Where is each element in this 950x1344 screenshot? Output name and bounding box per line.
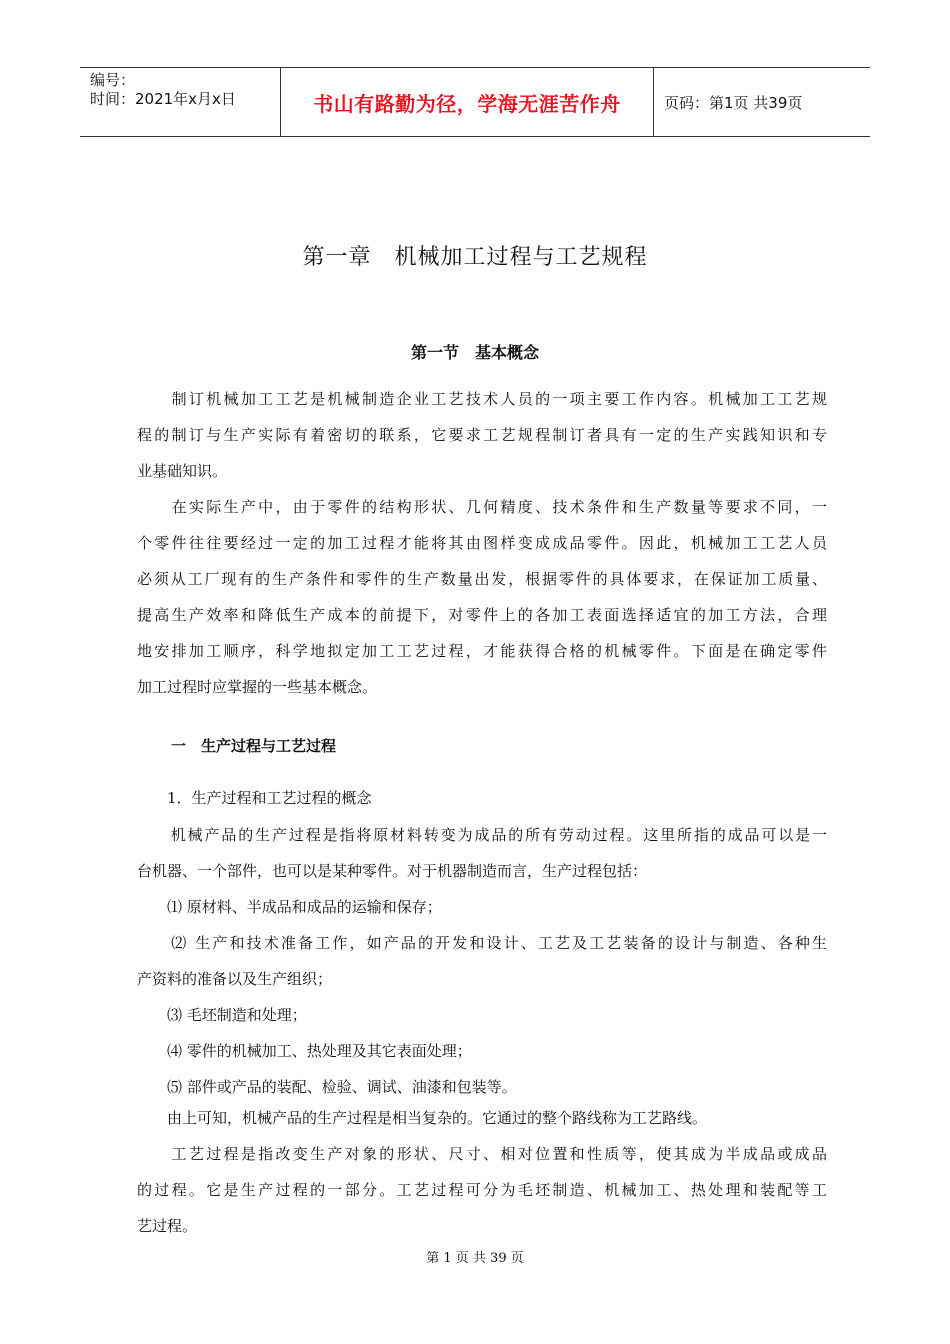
time-label: 时间：2021年x月x日 [90, 90, 236, 108]
p5-line: 的过程。它是生产过程的一部分。工艺过程可分为毛坯制造、机械加工、热处理和装配等工 [137, 1181, 827, 1199]
header-left-cell [80, 68, 281, 136]
header-motto-cell [281, 68, 654, 136]
list-item: ⑶ 毛坯制造和处理； [137, 1006, 307, 1024]
p2-line: 必须从工厂现有的生产条件和零件的生产数量出发，根据零件的具体要求，在保证加工质量、 [137, 570, 827, 588]
subheading-line: 1．生产过程和工艺过程的概念 [137, 789, 372, 807]
p1-line: 业基础知识。 [137, 462, 228, 480]
paragraph-5 [137, 1136, 827, 1244]
p5-line: 艺过程。 [137, 1217, 198, 1235]
paragraph-4 [137, 1100, 827, 1136]
paragraph-3 [137, 817, 827, 889]
list-item: ⑷ 零件的机械加工、热处理及其它表面处理； [137, 1042, 472, 1060]
p3-line: 机械产品的生产过程是指将原材料转变为成品的所有劳动过程。这里所指的成品可以是一 [137, 826, 827, 844]
code-label: 编号： [90, 71, 136, 89]
paragraph-1 [137, 381, 827, 489]
header-table [80, 67, 870, 137]
p2-line: 地安排加工顺序，科学地拟定加工工艺过程，才能获得合格的机械零件。下面是在确定零件 [137, 642, 827, 660]
header-page-cell [654, 68, 870, 136]
p2-line: 个零件往往要经过一定的加工过程才能将其由图样变成成品零件。因此，机械加工工艺人员 [137, 534, 827, 552]
page-footer: 第 1 页 共 39 页 [426, 1251, 524, 1266]
p3-line: 台机器、一个部件，也可以是某种零件。对于机器制造而言，生产过程包括： [137, 862, 648, 880]
list-item: ⑵ 生产和技术准备工作，如产品的开发和设计、工艺及工艺装备的设计与制造、各种生 [137, 934, 827, 952]
paragraph-2 [137, 489, 827, 705]
p2-line: 在实际生产中，由于零件的结构形状、几何精度、技术条件和生产数量等要求不同，一 [137, 498, 827, 516]
p2-line: 加工过程时应掌握的一些基本概念。 [137, 678, 378, 696]
motto-text: 书山有路勤为径，学海无涯苦作舟 [313, 91, 621, 116]
p1-line: 制订机械加工工艺是机械制造企业工艺技术人员的一项主要工作内容。机械加工工艺规 [137, 390, 827, 408]
process-list [137, 889, 827, 1105]
subheading-concept [137, 780, 827, 816]
heading-production-process: 一 生产过程与工艺过程 [171, 737, 337, 755]
list-item: ⑴ 原材料、半成品和成品的运输和保存； [137, 898, 442, 916]
page-info: 页码：第1页 共39页 [664, 93, 803, 112]
p1-line: 程的制订与生产实际有着密切的联系，它要求工艺规程制订者具有一定的生产实践知识和专 [137, 426, 827, 444]
p2-line: 提高生产效率和降低生产成本的前提下，对零件上的各加工表面选择适宜的加工方法，合理 [137, 606, 827, 624]
list-item: 产资料的准备以及生产组织； [137, 970, 333, 988]
p5-line: 工艺过程是指改变生产对象的形状、尺寸、相对位置和性质等，使其成为半成品或成品 [137, 1145, 827, 1163]
list-item: ⑸ 部件或产品的装配、检验、调试、油漆和包装等。 [137, 1078, 517, 1096]
chapter-title: 第一章 机械加工过程与工艺规程 [302, 245, 648, 270]
section-title: 第一节 基本概念 [410, 343, 539, 362]
p4-line: 由上可知，机械产品的生产过程是相当复杂的。它通过的整个路线称为工艺路线。 [137, 1109, 708, 1127]
